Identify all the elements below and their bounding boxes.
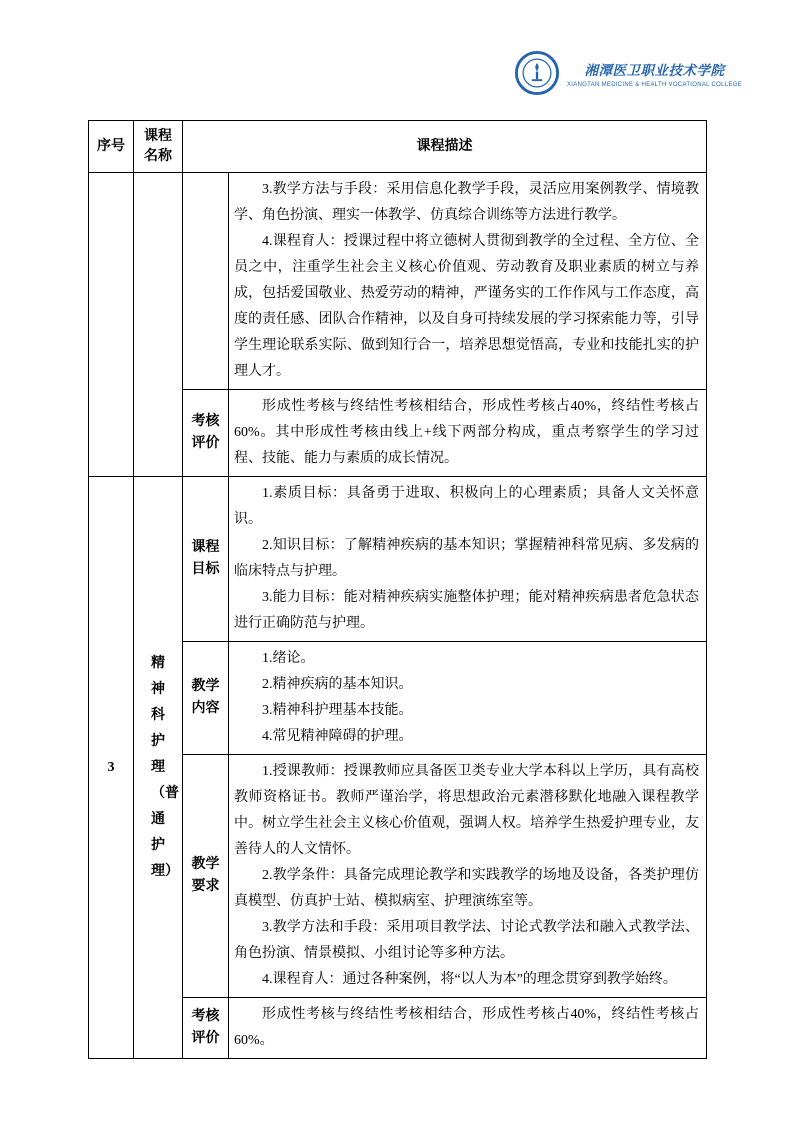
- desc-paragraph: 1.授课教师：授课教师应具备医卫类专业大学本科以上学历，具有高校教师资格证书。教师严谨治学，将思想政治元素潜移默化地融入课程教学中。树立学生社会主义核心价值观，强调人权。培养学生热爱护理专业，友善待人的人文情怀。: [234, 764, 699, 857]
- header-course-desc-cell: 课程描述: [183, 121, 707, 173]
- requirements-label-cell: [183, 755, 229, 998]
- college-name-block: [567, 59, 742, 88]
- carryover-content-cell: [229, 173, 707, 390]
- desc-paragraph: 1.素质目标：具备勇于进取、积极向上的心理素质；具备人文关怀意识。: [234, 486, 699, 527]
- section3-assessment-label-cell: [183, 998, 229, 1059]
- desc-paragraph: 3.教学方法和手段：采用项目教学法、讨论式教学法和融入式教学法、角色扮演、情景模拟、小组讨论等多种方法。: [234, 920, 699, 961]
- desc-paragraph: 3.精神科护理基本技能。: [262, 703, 413, 718]
- assessment-content-cell: [229, 390, 707, 477]
- desc-paragraph: 3.教学方法与手段：采用信息化教学手段，灵活应用案例教学、情境教学、角色扮演、理实一体教学、仿真综合训练等方法进行教学。: [234, 182, 699, 223]
- header-seq-cell: 序号: [89, 121, 134, 173]
- carryover-content-row: [89, 173, 707, 390]
- teaching-content-content-cell: [229, 642, 707, 755]
- college-name-zh: 湘潭医卫职业技术学院: [584, 62, 725, 78]
- section3-assessment-content-cell: [229, 998, 707, 1059]
- carryover-seq-cell: [89, 173, 134, 477]
- desc-paragraph: 形成性考核与终结性考核相结合，形成性考核占40%，终结性考核占60%。: [234, 1007, 699, 1048]
- requirements-label-text: 教学要求: [191, 857, 220, 894]
- table-header-row: [89, 121, 707, 173]
- college-logo: [514, 50, 742, 96]
- desc-paragraph: 4.课程育人：授课过程中将立德树人贯彻到教学的全过程、全方位、全员之中，注重学生社会主义核心价值观、劳动教育及职业素质的树立与养成，包括爱国敬业、热爱劳动的精神，严谨务实的工作作风与工作态度，高度的责任感、团队合作精神，以及自身可持续发展的学习探索能力等，引导学生理论联系实际、做到知行合一，培养思想觉悟高，专业和技能扎实的护理人才。: [234, 234, 699, 379]
- course-description-table: [88, 120, 707, 1059]
- desc-paragraph: 2.教学条件：具备完成理论教学和实践教学的场地及设备，各类护理仿真模型、仿真护士站、模拟病室、护理演练室等。: [234, 868, 699, 909]
- assessment-label-text: 考核评价: [191, 414, 220, 451]
- desc-paragraph: 4.课程育人：通过各种案例，将“以人为本”的理念贯穿到教学始终。: [262, 972, 677, 987]
- header-course-name-text: 课程名称: [144, 128, 172, 164]
- objectives-label-text: 课程目标: [191, 540, 220, 577]
- section3-seq-cell: 3: [89, 477, 134, 1059]
- desc-paragraph: 形成性考核与终结性考核相结合，形成性考核占40%，终结性考核占60%。其中形成性考核由线上+线下两部分构成，重点考察学生的学习过程、技能、能力与素质的成长情况。: [234, 399, 699, 466]
- desc-paragraph: 1.绪论。: [262, 651, 315, 666]
- desc-paragraph: 4.常见精神障碍的护理。: [262, 729, 413, 744]
- section3-objectives-row: [89, 477, 707, 642]
- section3-assessment-label-text: 考核评价: [191, 1009, 220, 1046]
- header-course-name-cell: [134, 121, 183, 173]
- assessment-label-cell: [183, 390, 229, 477]
- carryover-empty-label-cell: [183, 173, 229, 390]
- course-name-vertical-text: 精神科护理（普通护理）: [151, 655, 179, 879]
- section3-course-name-cell: [134, 477, 183, 1059]
- teaching-content-label-text: 教学内容: [191, 679, 220, 716]
- college-name-en: XIANGTAN MEDICINE & HEALTH VOCATIONAL COLLEGE: [567, 81, 742, 88]
- college-seal-icon: [514, 50, 560, 96]
- requirements-content-cell: [229, 755, 707, 998]
- desc-paragraph: 2.精神疾病的基本知识。: [262, 677, 413, 692]
- desc-paragraph: 3.能力目标：能对精神疾病实施整体护理；能对精神疾病患者危急状态进行正确防范与护理。: [234, 590, 699, 631]
- objectives-content-cell: [229, 477, 707, 642]
- teaching-content-label-cell: [183, 642, 229, 755]
- objectives-label-cell: [183, 477, 229, 642]
- carryover-course-name-cell: [134, 173, 183, 477]
- desc-paragraph: 2.知识目标：了解精神疾病的基本知识；掌握精神科常见病、多发病的临床特点与护理。: [234, 538, 699, 579]
